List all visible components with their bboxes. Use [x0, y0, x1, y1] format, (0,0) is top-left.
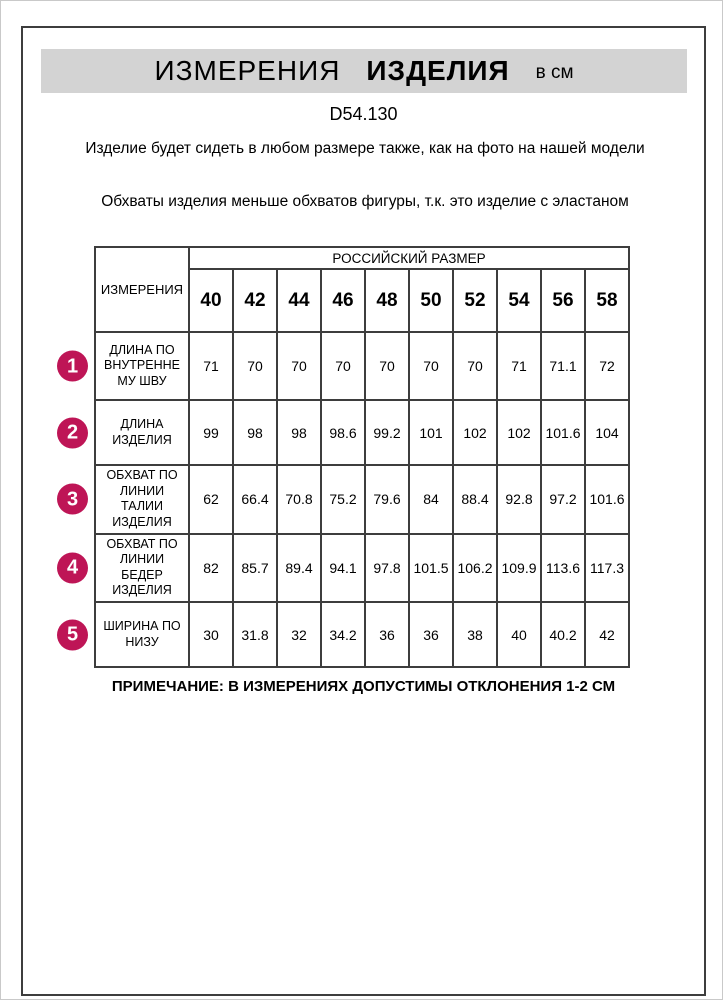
measurement-label: ОБХВАТ ПО ЛИНИИ БЕДЕР ИЗДЕЛИЯ — [106, 536, 178, 598]
size-col-header: 54 — [497, 269, 541, 332]
size-col-header: 42 — [233, 269, 277, 332]
measurement-value: 40 — [497, 602, 541, 667]
measurement-value: 70 — [321, 332, 365, 400]
measurement-value: 71 — [497, 332, 541, 400]
size-col-header: 56 — [541, 269, 585, 332]
measurement-value: 42 — [585, 602, 629, 667]
size-col-header: 40 — [189, 269, 233, 332]
measurement-label-cell — [66, 332, 189, 400]
measurement-label: ДЛИНА ПО ВНУТРЕННЕМУ ШВУ — [103, 342, 180, 388]
measurement-label-cell — [66, 602, 189, 667]
measurement-value: 75.2 — [321, 465, 365, 534]
page-title-measurements: ИЗМЕРЕНИЯ — [154, 55, 341, 86]
measurement-value: 106.2 — [453, 534, 497, 603]
measurement-value: 36 — [365, 602, 409, 667]
measurement-value: 31.8 — [233, 602, 277, 667]
measurement-value: 34.2 — [321, 602, 365, 667]
size-col-header: 50 — [409, 269, 453, 332]
measurement-value: 97.2 — [541, 465, 585, 534]
size-col-header: 52 — [453, 269, 497, 332]
measurement-value: 72 — [585, 332, 629, 400]
measurement-label: ДЛИНА ИЗДЕЛИЯ — [112, 416, 172, 447]
measurements-column-header: ИЗМЕРЕНИЯ — [95, 247, 189, 332]
measurement-row — [95, 465, 629, 534]
measurement-label: ОБХВАТ ПО ЛИНИИ ТАЛИИ ИЗДЕЛИЯ — [106, 468, 178, 529]
measurement-value: 101.6 — [585, 465, 629, 534]
measurement-value: 36 — [409, 602, 453, 667]
measurement-value: 98.6 — [321, 400, 365, 465]
measurement-row — [95, 602, 629, 667]
size-table-body — [66, 332, 629, 667]
intro-text-fit: Изделие будет сидеть в любом размере также, как на фото на нашей модели — [85, 140, 645, 157]
size-table-head — [95, 247, 629, 332]
measurement-value: 101.5 — [409, 534, 453, 603]
measurement-value: 99 — [189, 400, 233, 465]
page-title-product: ИЗДЕЛИЯ — [366, 55, 510, 86]
measurement-value: 71.1 — [541, 332, 585, 400]
measurement-value: 102 — [453, 400, 497, 465]
measurement-value: 84 — [409, 465, 453, 534]
measurement-value: 71 — [189, 332, 233, 400]
measurement-value: 89.4 — [277, 534, 321, 603]
page-frame — [21, 26, 706, 996]
measurement-value: 70 — [277, 332, 321, 400]
measurement-value: 109.9 — [497, 534, 541, 603]
measurement-value: 99.2 — [365, 400, 409, 465]
product-code: D54.130 — [329, 104, 398, 124]
measurement-value: 92.8 — [497, 465, 541, 534]
measurement-value: 70 — [453, 332, 497, 400]
intro-text-elastane: Обхваты изделия меньше обхватов фигуры, т.к. это изделие с эластаном — [101, 193, 629, 210]
measurement-value: 66.4 — [233, 465, 277, 534]
row-number-badge: 4 — [57, 552, 88, 583]
size-table-wrap — [66, 246, 630, 668]
measurement-value: 70 — [409, 332, 453, 400]
size-table — [66, 246, 630, 668]
measurement-row — [95, 332, 629, 400]
measurement-row — [95, 534, 629, 603]
measurement-value: 98 — [277, 400, 321, 465]
measurement-label-cell — [66, 400, 189, 465]
measurement-value: 70 — [365, 332, 409, 400]
measurement-value: 70.8 — [277, 465, 321, 534]
size-col-header: 44 — [277, 269, 321, 332]
size-col-header: 58 — [585, 269, 629, 332]
measurement-value: 40.2 — [541, 602, 585, 667]
measurement-value: 62 — [189, 465, 233, 534]
russian-size-group-header: РОССИЙСКИЙ РАЗМЕР — [189, 247, 629, 269]
measurement-value: 102 — [497, 400, 541, 465]
page-title-unit: в см — [535, 62, 574, 83]
title-band — [41, 49, 687, 93]
row-number-badge: 2 — [57, 417, 88, 448]
measurement-label-cell — [66, 465, 189, 534]
row-number-badge: 3 — [57, 484, 88, 515]
row-number-badge: 5 — [57, 619, 88, 650]
measurement-value: 38 — [453, 602, 497, 667]
measurement-value: 85.7 — [233, 534, 277, 603]
measurement-value: 101.6 — [541, 400, 585, 465]
size-col-header: 46 — [321, 269, 365, 332]
measurement-value: 117.3 — [585, 534, 629, 603]
row-number-badge: 1 — [57, 351, 88, 382]
measurement-value: 88.4 — [453, 465, 497, 534]
measurement-value: 94.1 — [321, 534, 365, 603]
measurement-value: 30 — [189, 602, 233, 667]
measurement-label: ШИРИНА ПО НИЗУ — [103, 618, 181, 649]
measurement-value: 113.6 — [541, 534, 585, 603]
size-col-header: 48 — [365, 269, 409, 332]
measurement-value: 79.6 — [365, 465, 409, 534]
measurement-value: 98 — [233, 400, 277, 465]
measurement-value: 32 — [277, 602, 321, 667]
measurement-value: 82 — [189, 534, 233, 603]
measurement-value: 97.8 — [365, 534, 409, 603]
tolerance-footnote: ПРИМЕЧАНИЕ: В ИЗМЕРЕНИЯХ ДОПУСТИМЫ ОТКЛОНЕНИЯ 1-2 СМ — [111, 678, 616, 695]
measurement-value: 104 — [585, 400, 629, 465]
group-header-row — [95, 247, 629, 269]
measurement-row — [95, 400, 629, 465]
measurement-value: 101 — [409, 400, 453, 465]
measurement-label-cell — [66, 534, 189, 603]
measurement-value: 70 — [233, 332, 277, 400]
